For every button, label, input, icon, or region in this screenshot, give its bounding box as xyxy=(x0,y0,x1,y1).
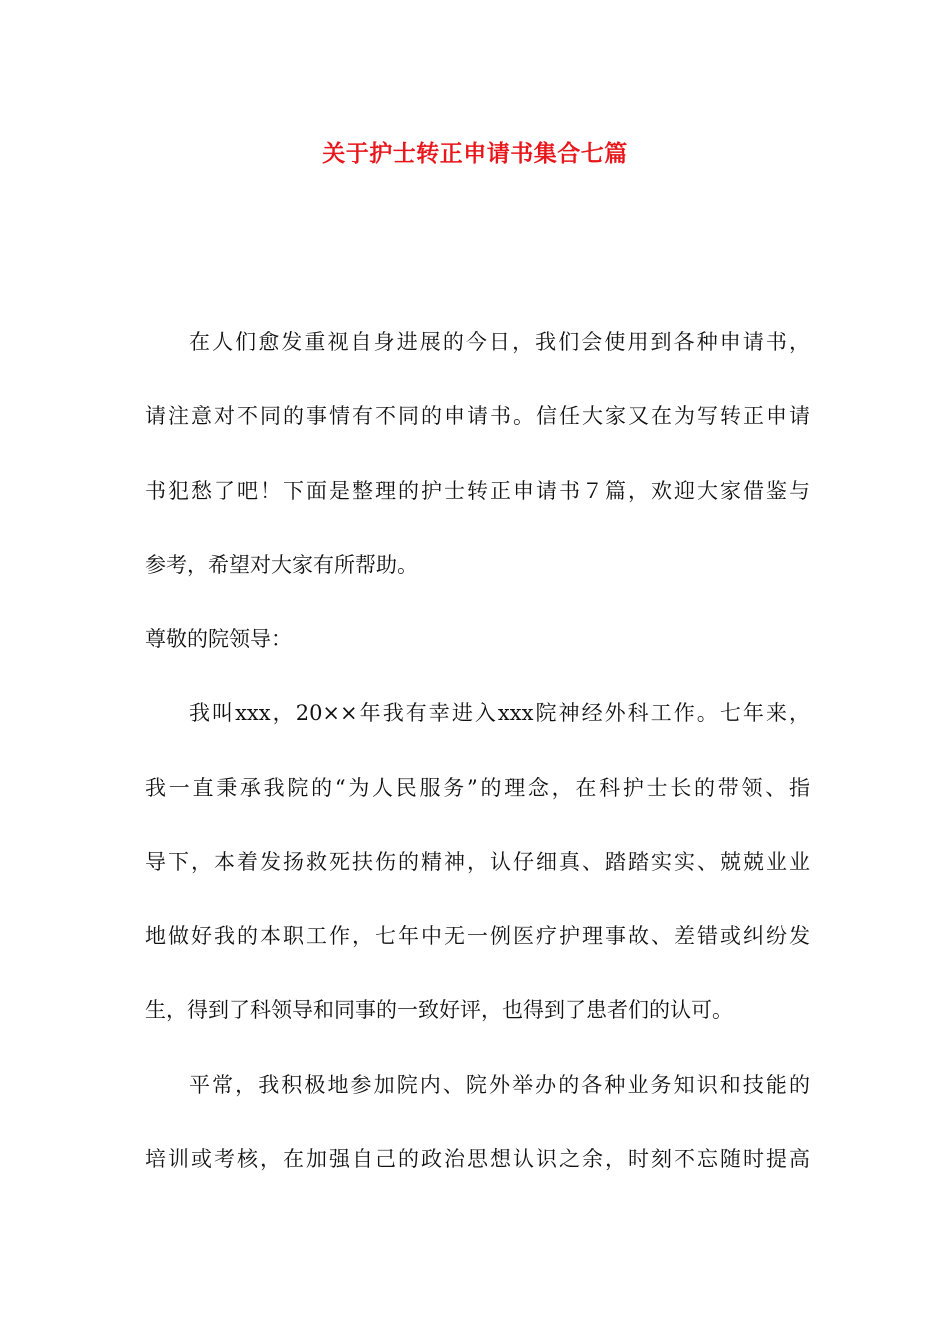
paragraph-line: 我一直秉承我院的“为人民服务”的理念，在科护士长的带领、指 xyxy=(145,776,810,800)
paragraph-line: 导下，本着发扬救死扶伤的精神，认仔细真、踏踏实实、兢兢业业 xyxy=(145,850,810,874)
paragraph-line: 生，得到了科领导和同事的一致好评，也得到了患者们的认可。 xyxy=(145,998,733,1022)
paragraph-line: 参考，希望对大家有所帮助。 xyxy=(145,553,418,577)
paragraph-line: 请注意对不同的事情有不同的申请书。信任大家又在为写转正申请 xyxy=(145,404,810,428)
paragraph-line: 平常，我积极地参加院内、院外举办的各种业务知识和技能的 xyxy=(189,1073,810,1097)
paragraph-line: 在人们愈发重视自身进展的今日，我们会使用到各种申请书， xyxy=(189,330,810,354)
paragraph-line: 我叫xxx，20××年我有幸进入xxx院神经外科工作。七年来， xyxy=(189,701,810,725)
paragraph-line: 培训或考核，在加强自己的政治思想认识之余，时刻不忘随时提高 xyxy=(145,1147,810,1171)
salutation-line: 尊敬的院领导： xyxy=(145,627,292,651)
paragraph-line: 书犯愁了吧！下面是整理的护士转正申请书７篇，欢迎大家借鉴与 xyxy=(145,479,810,503)
document-title: 关于护士转正申请书集合七篇 xyxy=(322,140,628,167)
paragraph-line: 地做好我的本职工作，七年中无一例医疗护理事故、差错或纠纷发 xyxy=(145,924,810,948)
